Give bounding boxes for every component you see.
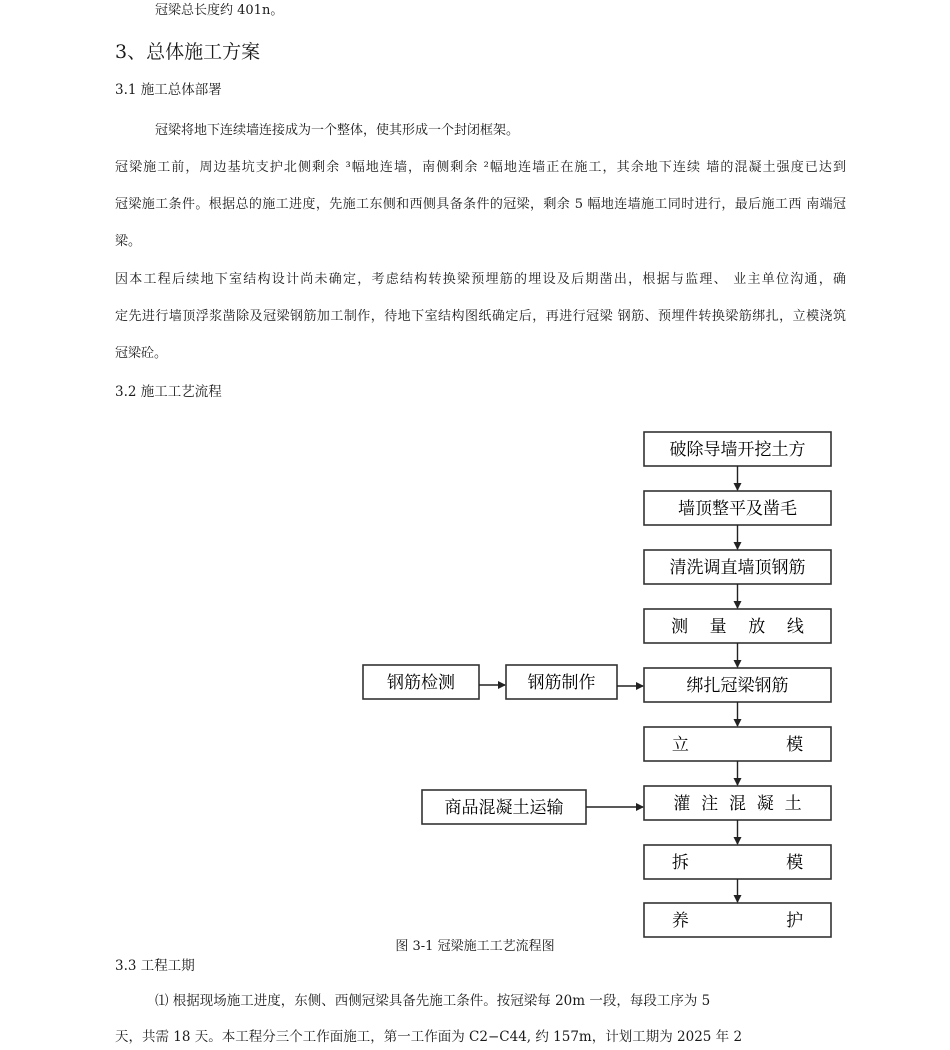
flow-step-pour-concrete-label: 灌 注 混 凝 土 (673, 794, 802, 814)
s31-paragraph-2-line-3: 梁。 (115, 234, 142, 249)
flow-step-level-roughen-label: 墙顶整平及凿毛 (678, 499, 797, 519)
flow-step-strip-formwork-label: 拆 模 (671, 853, 804, 873)
s31-paragraph-3-line-2: 定先进行墙顶浮浆凿除及冠梁钢筋加工制作，待地下室结构图纸确定后，再进行冠梁 钢筋、预埋件转换梁筋绑扎，立模浇筑 (115, 309, 846, 324)
section-3-2-title: 3.2 施工工艺流程 (115, 384, 222, 400)
flow-step-curing (644, 903, 831, 937)
section-3-title: 3、总体施工方案 (115, 41, 261, 63)
section-3-1-title: 3.1 施工总体部署 (115, 82, 222, 98)
flow-step-strip-formwork (644, 845, 831, 879)
s31-paragraph-1: 冠梁将地下连续墙连接成为一个整体，使其形成一个封闭框架。 (155, 123, 520, 138)
s31-paragraph-2-line-1: 冠梁施工前，周边基坑支护北侧剩余 ³幅地连墙，南侧剩余 ²幅地连墙正在施工，其余地下连续 墙的混凝土强度已达到 (115, 160, 846, 175)
flow-step-clean-straighten (644, 550, 831, 584)
flow-step-formwork (644, 727, 831, 761)
flow-side-rebar-fabrication-label: 钢筋制作 (527, 673, 596, 693)
flow-step-bind-rebar (644, 668, 831, 702)
flow-side-rebar-test-label: 钢筋检测 (387, 673, 455, 693)
flow-step-demolish-label: 破除导墙开挖土方 (669, 440, 806, 460)
s31-paragraph-2-line-2: 冠梁施工条件。根据总的施工进度，先施工东侧和西侧具备条件的冠梁，剩余 5 幅地连墙施工同时进行，最后施工西 南端冠 (115, 197, 846, 212)
flow-side-concrete-transport-label: 商品混凝土运输 (444, 798, 564, 818)
flow-side-concrete-transport (422, 790, 586, 824)
flow-step-level-roughen (644, 491, 831, 525)
flow-side-rebar-test (363, 665, 479, 699)
s33-paragraph-1-line-1: ⑴ 根据现场施工进度，东侧、西侧冠梁具备先施工条件。按冠梁每 20m 一段，每段工序为 5 (155, 993, 711, 1009)
flow-step-demolish (644, 432, 831, 466)
figure-caption: 图 3-1 冠梁施工工艺流程图 (395, 939, 555, 954)
flow-step-formwork-label: 立 模 (671, 735, 804, 755)
s33-paragraph-1-line-2: 天，共需 18 天。本工程分三个工作面施工，第一工作面为 C2−C44, 约 157m，计划工期为 2025 年 2 (115, 1029, 743, 1045)
s31-paragraph-3-line-1: 因本工程后续地下室结构设计尚未确定，考虑结构转换梁预埋筋的埋设及后期凿出，根据与监理、 业主单位沟通，确 (115, 272, 846, 287)
flow-step-pour-concrete (644, 786, 831, 820)
flow-step-curing-label: 养 护 (671, 911, 804, 931)
flow-side-rebar-fabrication (506, 665, 617, 699)
line-total-length: 冠梁总长度约 401n。 (155, 3, 284, 18)
flow-step-survey-label: 测 量 放 线 (671, 617, 804, 637)
flow-step-clean-straighten-label: 清洗调直墙顶钢筋 (669, 558, 806, 578)
flow-step-bind-rebar-label: 绑扎冠梁钢筋 (686, 676, 789, 696)
section-3-3-title: 3.3 工程工期 (115, 958, 195, 974)
flow-step-survey (644, 609, 831, 643)
s31-paragraph-3-line-3: 冠梁砼。 (115, 346, 168, 361)
